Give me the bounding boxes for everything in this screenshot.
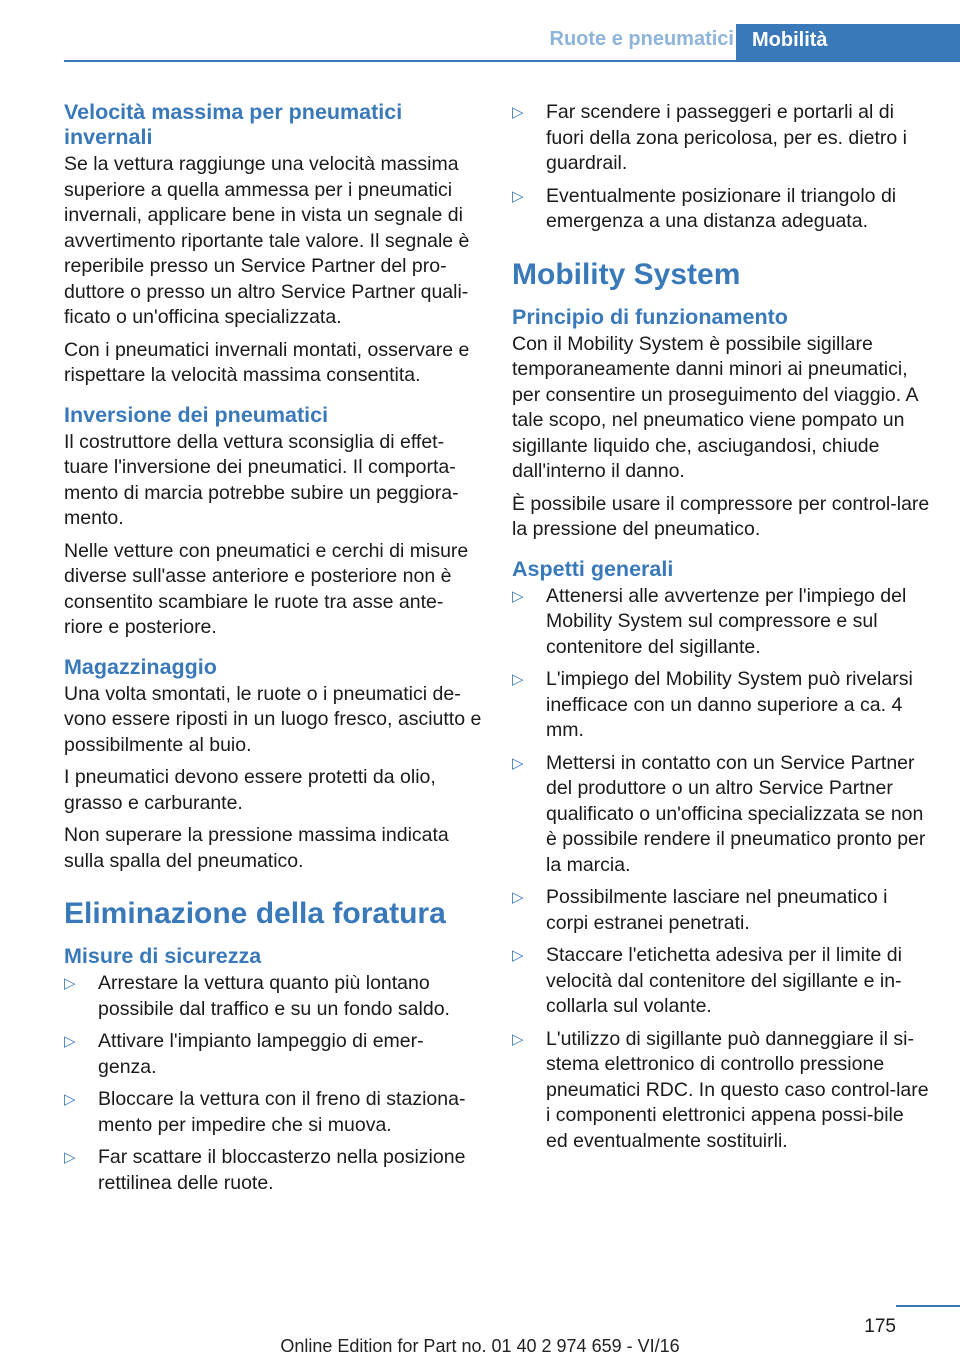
paragraph: Con i pneumatici invernali montati, osservare e rispettare la velocità massima consentita.: [64, 338, 470, 386]
footer-rule: [896, 1305, 960, 1307]
triangle-bullet-icon: ▷: [512, 947, 524, 964]
paragraph: I pneumatici devono essere protetti da olio, grasso e carburante.: [64, 766, 436, 814]
triangle-bullet-icon: ▷: [64, 1091, 76, 1108]
left-column: [64, 100, 482, 1203]
list-item: ▷ Mettersi in contatto con un Service Partner del produttore o un altro Service Partner qualificato o un'officina specializzata se non è possibile rendere il pneumatico pronto per la marcia.: [512, 751, 926, 876]
page-header: [64, 24, 960, 62]
heading-safety-measures: Misure di sicurezza: [64, 944, 262, 968]
list-item: ▷ Far scattare il bloccasterzo nella posizione rettilinea delle ruote.: [64, 1146, 466, 1194]
list-item: ▷ Staccare l'etichetta adesiva per il limite di velocità dal contenitore del sigillante e in-collarla sul volante.: [512, 944, 902, 1017]
heading-tire-rotation: Inversione dei pneumatici: [64, 402, 329, 427]
page-number: 175: [864, 1316, 896, 1337]
section-tab: Ruote e pneumatici: [549, 28, 734, 50]
safety-list: [64, 971, 482, 1196]
triangle-bullet-icon: ▷: [512, 187, 524, 205]
right-column: [512, 100, 930, 1161]
paragraph: Il costruttore della vettura sconsiglia di effet-tuare l'inversione dei pneumatici. Il comporta-mento di marcia potrebbe subire un peggiora-mento.: [64, 430, 459, 529]
list-item: ▷ L'utilizzo di sigillante può danneggiare il si-stema elettronico di controllo pressione pneumatici RDC. In questo caso control-lare i componenti elettronici appena possi-bile ed eventualmente sostituirli.: [512, 1027, 929, 1152]
list-item: ▷ Far scendere i passeggeri e portarli al di fuori della zona pericolosa, per es. dietro i guardrail.: [512, 101, 907, 174]
heading-winter-speed: Velocità massima per pneumatici invernali: [64, 100, 403, 149]
heading-general-aspects: Aspetti generali: [512, 556, 674, 581]
triangle-bullet-icon: ▷: [64, 1033, 76, 1050]
triangle-bullet-icon: ▷: [64, 975, 76, 992]
chapter-tab: Mobilità: [736, 24, 960, 62]
header-rule: [64, 60, 960, 62]
triangle-bullet-icon: ▷: [512, 754, 524, 772]
heading-storage: Magazzinaggio: [64, 654, 217, 679]
list-item: ▷ Attivare l'impianto lampeggio di emer-genza.: [64, 1030, 424, 1078]
list-item: ▷ L'impiego del Mobility System può rivelarsi inefficace con un danno superiore a ca. 4 mm.: [512, 668, 913, 741]
triangle-bullet-icon: ▷: [512, 671, 524, 688]
paragraph: Se la vettura raggiunge una velocità massima superiore a quella ammessa per i pneumatici invernali, applicare bene in vista un segnale di avvertimento riportante tale valore. Il segnale è reperibile presso un Service Partner del pro-duttore o presso un altro Service Partner quali-ficato o un'officina specializzata.: [64, 153, 470, 328]
heading-operating-principle: Principio di funzionamento: [512, 304, 788, 329]
general-list: [512, 584, 930, 1155]
list-item: ▷ Possibilmente lasciare nel pneumatico i corpi estranei penetrati.: [512, 886, 888, 934]
triangle-bullet-icon: ▷: [512, 889, 524, 906]
paragraph: È possibile usare il compressore per control-lare la pressione del pneumatico.: [512, 492, 930, 540]
triangle-bullet-icon: ▷: [512, 587, 524, 605]
triangle-bullet-icon: ▷: [64, 1149, 76, 1166]
list-item: ▷ Arrestare la vettura quanto più lontano possibile dal traffico e su un fondo saldo.: [64, 972, 450, 1020]
heading-mobility-system: Mobility System: [512, 257, 741, 291]
heading-puncture-repair: Eliminazione della foratura: [64, 897, 446, 930]
safety-list-continued: [512, 100, 930, 235]
list-item: ▷ Eventualmente posizionare il triangolo di emergenza a una distanza adeguata.: [512, 184, 897, 232]
paragraph: Non superare la pressione massima indicata sulla spalla del pneumatico.: [64, 824, 449, 872]
paragraph: Una volta smontati, le ruote o i pneumatici de-vono essere riposti in un luogo fresco, asciutto e possibilmente al buio.: [64, 682, 482, 756]
triangle-bullet-icon: ▷: [512, 104, 524, 121]
edition-footer: Online Edition for Part no. 01 40 2 974 659 - VI/16: [280, 1336, 680, 1356]
list-item: ▷ Bloccare la vettura con il freno di staziona-mento per impedire che si muova.: [64, 1088, 466, 1136]
paragraph: Nelle vetture con pneumatici e cerchi di misure diverse sull'asse anteriore e posteriore non è consentito scambiare le ruote tra asse ante-riore e posteriore.: [64, 539, 469, 638]
list-item: ▷ Attenersi alle avvertenze per l'impiego del Mobility System sul compressore e sul contenitore del sigillante.: [512, 584, 907, 658]
paragraph: Con il Mobility System è possibile sigillare temporaneamente danni minori ai pneumatici, per consentire un proseguimento del viaggio. A tale scopo, nel pneumatico viene pompato un sigillante liquido che, asciugandosi, chiude dall'interno il danno.: [512, 332, 918, 482]
triangle-bullet-icon: ▷: [512, 1030, 524, 1048]
